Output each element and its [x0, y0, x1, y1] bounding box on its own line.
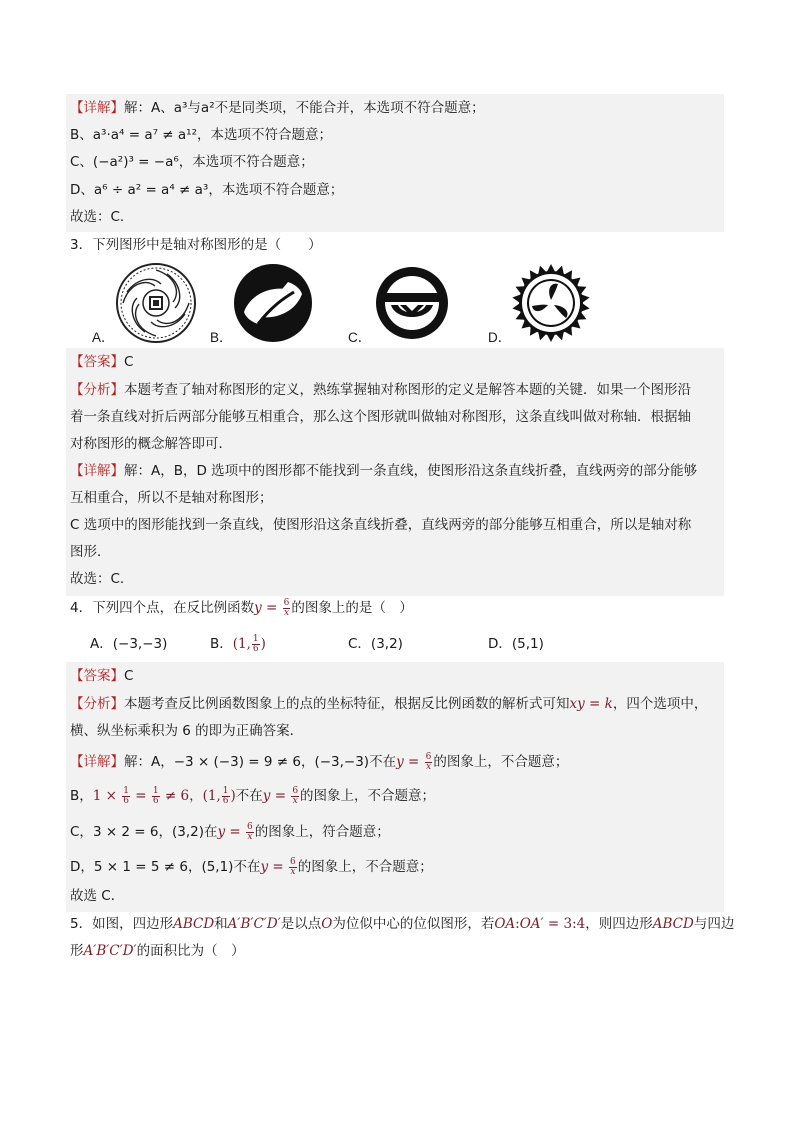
q2-detail-line	[70, 98, 485, 118]
q4-detail-a2: −3 × (−3) = 9 ≠ 6，(−3,−3)不在	[173, 754, 397, 770]
calc-1-times-1-6: 1 × $\frac{1}{6}$ = $\frac{1}{6}$ ≠ 6，(1, $\frac{1}{6}$ )	[92, 786, 236, 806]
q4-detail-c1: C，	[70, 824, 93, 840]
quad-abcd: ABCD	[173, 916, 215, 932]
q4-detail-c	[70, 822, 390, 842]
q5-text-c: 是以点	[280, 916, 322, 932]
fraction-6-over-x: $\frac{6}{x}$	[289, 856, 296, 877]
formula-y: y =	[262, 788, 291, 804]
detail-tag: 【详解】	[70, 463, 124, 479]
option-b-label: B．	[210, 330, 233, 345]
q4-opt-a: A．(−3,−3)	[90, 636, 168, 652]
ratio-oa: OA	[494, 916, 516, 932]
q4-analysis-text1a: 本题考查反比例函数图象上的点的坐标特征，根据反比例函数的解析式可知	[124, 696, 570, 712]
q4-detail-c3: 的图象上，符合题意；	[254, 824, 390, 840]
option-a-mandala-figure	[115, 262, 197, 344]
q3-analysis-line2: 着一条直线对折后两部分能够互相重合，那么这个图形就叫做轴对称图形，这条直线叫做对称轴．根据轴	[70, 409, 691, 425]
q5-text-d: 为位似中心的位似图形，若	[332, 916, 495, 932]
q5-text-e: ，则四边形	[585, 916, 653, 932]
q4-detail-d3: 的图象上，不合题意；	[297, 859, 433, 875]
q5-text-a: 5．如图，四边形	[70, 916, 174, 932]
q4-opt-d: D．(5,1)	[488, 636, 544, 652]
xy-equals-k: xy = k	[569, 696, 613, 712]
q3-detail-line3: C 选项中的图形能找到一条直线，使图形沿这条直线折叠，直线两旁的部分能够互相重合，所以是轴对称	[70, 517, 692, 533]
q4-analysis-text1b: ，四个选项中，	[612, 696, 708, 712]
q5-text-g: 形	[70, 943, 84, 959]
q4-detail-a1: 解：A，	[124, 754, 174, 770]
formula-y: y =	[217, 824, 246, 840]
option-b-leaf-figure	[232, 262, 314, 344]
q3-detail-line2: 互相重合，所以不是轴对称图形；	[70, 490, 273, 506]
q4-opt-c: C．(3,2)	[348, 636, 403, 652]
q5-stem-line1: 5．如图，四边形ABCD和A′B′C′D′是以点O为位似中心的位似图形，若OA:OA′ = 3:4，则四边形ABCD与四边	[70, 916, 735, 932]
q4-detail-d2: 5 × 1 = 5 ≠ 6，(5,1)不在	[93, 859, 261, 875]
q3-analysis-line1	[70, 380, 691, 400]
formula-y: y =	[396, 754, 424, 770]
point-1-1-6: (1, $\frac{1}{6}$ )	[232, 634, 266, 654]
q5-text-b: 和	[214, 916, 228, 932]
answer-tag: 【答案】	[70, 668, 124, 684]
q3-analysis-line3: 对称图形的概念解答即可．	[70, 436, 232, 452]
q3-choice: 故选：C．	[70, 571, 134, 587]
q3-answer: C	[124, 354, 134, 370]
q4-detail-d	[70, 857, 433, 877]
quad-abcd: ABCD	[652, 916, 694, 932]
q4-detail-c2: 3 × 2 = 6，(3,2)在	[92, 824, 218, 840]
option-c-emblem-figure	[374, 265, 450, 341]
q4-detail-b	[70, 786, 435, 806]
option-c-label: C．	[348, 330, 372, 345]
q4-opt-b	[210, 634, 266, 654]
detail-tag: 【详解】	[70, 100, 124, 116]
q2-d-line: D、a⁶ ÷ a² = a⁴ ≠ a³，本选项不符合题意；	[70, 182, 344, 198]
q4-stem-text-a: 4．下列四个点，在反比例函数	[70, 600, 255, 616]
fraction-6-over-x: $\frac{6}{x}$	[292, 785, 299, 806]
q3-analysis-text1: 本题考查了轴对称图形的定义，熟练掌握轴对称图形的定义是解答本题的关键．如果一个图形沿	[124, 382, 691, 398]
q4-answer: C	[124, 668, 134, 684]
q2-detail-text: 解：A、a³与a²不是同类项，不能合并，本选项不符合题意；	[124, 100, 485, 116]
point-o: O	[321, 916, 333, 932]
q3-detail-text1: 解：A，B，D 选项中的图形都不能找到一条直线，使图形沿这条直线折叠，直线两旁的部分能够	[124, 463, 698, 479]
q3-stem: 3．下列图形中是轴对称图形的是（ ）	[70, 237, 322, 253]
q4-opt-b-label: B．	[210, 636, 233, 652]
q4-stem-text-b: 的图象上的是（ ）	[291, 600, 413, 616]
q4-detail-b2: 不在	[235, 788, 263, 804]
option-d-gear-figure	[510, 262, 592, 344]
analysis-tag: 【分析】	[70, 696, 124, 712]
q2-b-line: B、a³·a⁴ = a⁷ ≠ a¹²，本选项不符合题意；	[70, 127, 332, 143]
fraction-6-over-x: $\frac{6}{x}$	[283, 597, 290, 618]
option-a-label: A．	[92, 330, 115, 345]
fraction-6-over-x: $\frac{6}{x}$	[425, 751, 432, 772]
q3-answer-line	[70, 352, 133, 372]
q4-stem	[70, 598, 413, 618]
q5-stem-line2	[70, 941, 245, 961]
q2-choice: 故选：C．	[70, 209, 134, 225]
formula-y: y =	[260, 859, 288, 875]
q4-detail-d1: D，	[70, 859, 94, 875]
quad-a-prime: A′B′C′D′	[227, 916, 281, 932]
q3-detail-line1	[70, 461, 697, 481]
fraction-6-over-x: $\frac{6}{x}$	[247, 821, 253, 842]
q3-detail-line4: 图形．	[70, 544, 111, 560]
q4-detail-b3: 的图象上，不合题意；	[300, 788, 436, 804]
q4-detail-a	[70, 752, 568, 772]
q4-detail-b1: B，	[70, 788, 93, 804]
quad-a-prime: A′B′C′D′	[83, 943, 137, 959]
analysis-tag: 【分析】	[70, 382, 124, 398]
function-formula: y =	[254, 600, 282, 616]
answer-tag: 【答案】	[70, 354, 124, 370]
q4-choice: 故选 C．	[70, 888, 125, 904]
q4-analysis-line1	[70, 694, 707, 714]
q4-detail-a3: 的图象上，不合题意；	[433, 754, 569, 770]
option-d-label: D．	[488, 330, 512, 345]
q4-answer-line	[70, 666, 133, 686]
detail-tag: 【详解】	[70, 754, 124, 770]
q4-analysis-line2: 横、纵坐标乘积为 6 的即为正确答案．	[70, 723, 304, 739]
q5-text-f: 与四边	[693, 916, 735, 932]
q2-c-line: C、(−a²)³ = −a⁶，本选项不符合题意；	[70, 154, 314, 170]
q5-text-h: 的面积比为（ ）	[136, 943, 245, 959]
